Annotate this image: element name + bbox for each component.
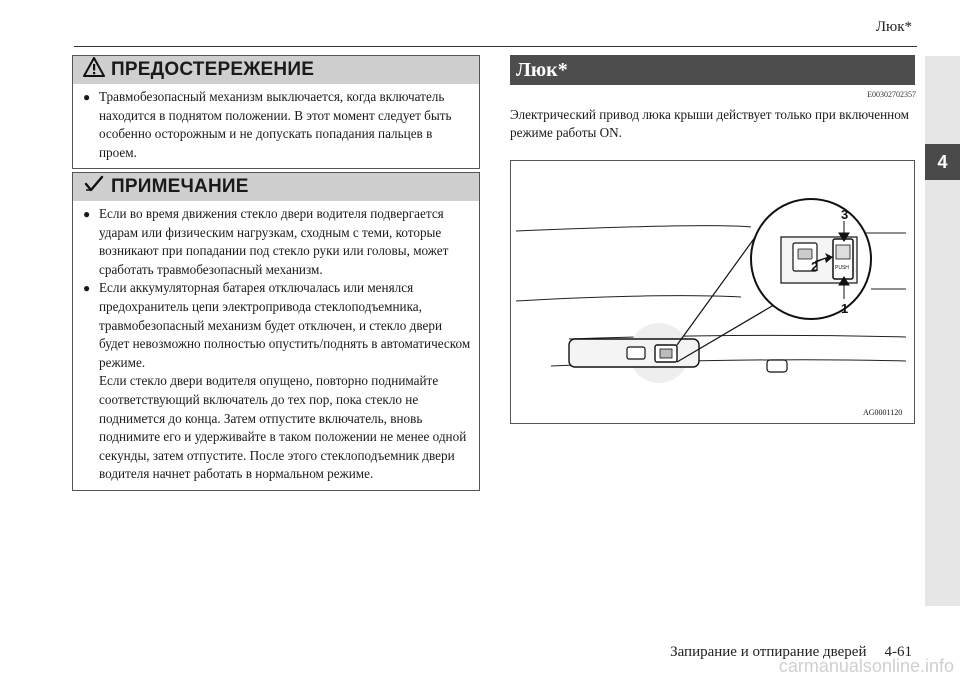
- note-item-text: Если во время движения стекло двери водителя подвергается ударам или физическим нагрузкам, сходным с теми, которые возникают при попадании под стекло руки или головы, может сработать травмобезопасный механизм.: [99, 206, 449, 277]
- note-body: [73, 201, 479, 490]
- switch-push-label: PUSH: [835, 265, 849, 271]
- warning-header: [73, 56, 479, 84]
- note-item-text: Если аккумуляторная батарея отключалась или менялся предохранитель цепи электропривода стеклоподъемника, травмобезопасный механизм будет отключен, и стекло двери будет невозможно полностью опустить/поднять в автоматическом режиме.: [99, 280, 471, 370]
- callout-2: 2: [811, 259, 819, 274]
- note-title: ПРИМЕЧАНИЕ: [111, 176, 249, 197]
- list-item: [83, 88, 471, 162]
- note-continuation: Если стекло двери водителя опущено, повторно поднимайте соответствующий включатель до тех пор, пока стекло не поднимется до конца. Затем отпустите включатель, вновь поднимите его и удерживайте в таком положении не менее одной секунды, затем отпустите. После этого стеклоподъемник двери водителя начнет работать в нормальном режиме.: [99, 373, 467, 482]
- section-text: Электрический привод люка крыши действует только при включенном режиме работы ON.: [510, 107, 909, 140]
- page-number: 4-61: [884, 644, 912, 660]
- callout-3: 3: [841, 207, 849, 222]
- section-code: E00302702357: [867, 90, 916, 99]
- sunroof-switch-figure: [510, 160, 915, 424]
- section-title: Люк*: [510, 55, 915, 85]
- bullet-icon: ●: [83, 90, 91, 104]
- chapter-number: 4: [925, 144, 960, 180]
- bullet-icon: ●: [83, 207, 91, 221]
- note-header: [73, 173, 479, 201]
- bullet-icon: ●: [83, 281, 91, 296]
- warning-item-text: Травмобезопасный механизм выключается, когда включатель находится в поднятом положении. В этот момент следует быть особенно осторожным и не допускать попадания пальцев в проем.: [99, 89, 452, 160]
- footer-chapter-title: Запирание и отпирание дверей: [670, 644, 867, 660]
- header-rule: [74, 46, 917, 47]
- warning-box: [72, 55, 480, 169]
- figure-code: AG0001120: [863, 408, 903, 417]
- watermark: carmanualsonline.info: [778, 656, 954, 676]
- chapter-tab-strip: [925, 56, 960, 606]
- warning-body: [73, 84, 479, 168]
- note-pencil-icon: [83, 174, 105, 200]
- warning-triangle-icon: [83, 57, 105, 83]
- callout-1: 1: [841, 301, 849, 316]
- list-item: [83, 279, 471, 372]
- note-box: [72, 172, 480, 491]
- sunroof-switch-illustration: [511, 161, 914, 423]
- warning-title: ПРЕДОСТЕРЕЖЕНИЕ: [111, 59, 315, 80]
- running-header: Люк*: [875, 19, 912, 35]
- list-item: [83, 205, 471, 279]
